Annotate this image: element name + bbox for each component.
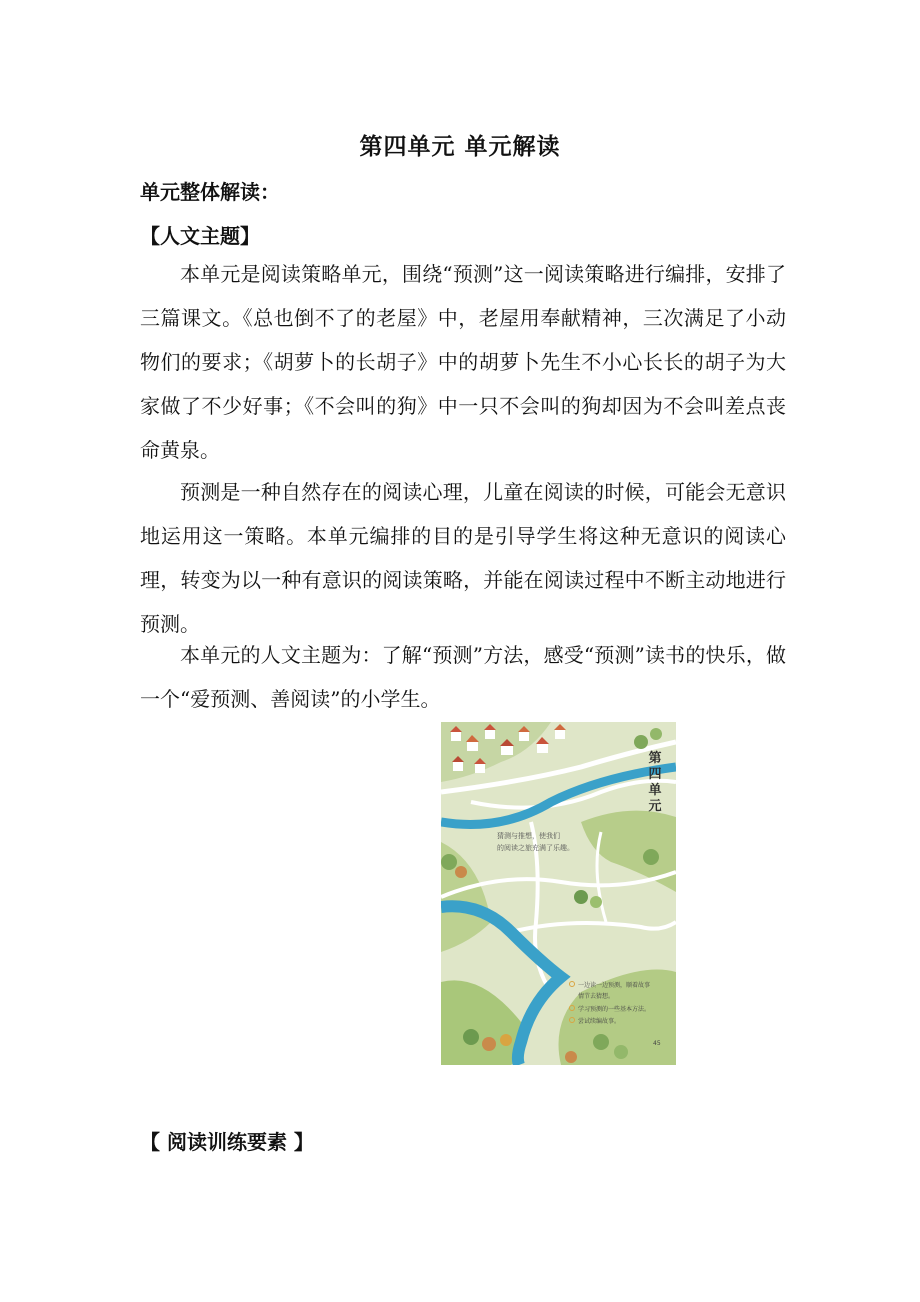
tree — [574, 890, 588, 904]
house — [519, 732, 529, 741]
unit-label-char: 元 — [648, 799, 662, 814]
tree — [565, 1051, 577, 1063]
tree — [634, 735, 648, 749]
house — [485, 730, 495, 739]
house — [475, 764, 485, 773]
unit-label-char: 单 — [648, 783, 662, 798]
paragraph-theme: 本单元的人文主题为：了解“预测”方法，感受“预测”读书的快乐，做一个“爱预测、善阅读”的小学生。 — [140, 643, 786, 711]
house — [451, 732, 461, 741]
tree — [455, 866, 467, 878]
page-number: 45 — [653, 1040, 661, 1047]
unit-cover-illustration — [441, 722, 676, 1065]
unit-goal: 情节去猜想。 — [578, 993, 615, 1000]
tree — [614, 1045, 628, 1059]
paragraph-prediction: 预测是一种自然存在的阅读心理，儿童在阅读的时候，可能会无意识地运用这一策略。本单元编排的目的是引导学生将这种无意识的阅读心理，转变为以一种有意识的阅读策略，并能在阅读过程中不断主动地进行预测。 — [140, 480, 786, 636]
tree — [441, 854, 457, 870]
tree — [500, 1034, 512, 1046]
house — [453, 762, 463, 771]
house — [501, 746, 513, 755]
unit-goal: 学习预测的一些基本方法。 — [578, 1006, 651, 1013]
house — [467, 742, 478, 751]
tree — [593, 1034, 609, 1050]
overview-heading: 单元整体解读： — [140, 180, 280, 204]
reading-training-heading: 【 阅读训练要素 】 — [140, 1130, 314, 1154]
unit-label-char: 第 — [648, 751, 662, 766]
page-title: 第四单元 单元解读 — [359, 134, 561, 160]
unit-quote: 的阅读之旅充满了乐趣。 — [497, 844, 574, 852]
paragraph-intro: 本单元是阅读策略单元，围绕“预测”这一阅读策略进行编排，安排了三篇课文。《总也倒不了的老屋》中，老屋用奉献精神，三次满足了小动物们的要求；《胡萝卜的长胡子》中的胡萝卜先生不小心长长的胡子为大家做了不少好事；《不会叫的狗》中一只不会叫的狗却因为不会叫差点丧命黄泉。 — [140, 262, 786, 462]
humanistic-theme-heading: 【人文主题】 — [140, 224, 260, 248]
house — [555, 730, 565, 739]
tree — [463, 1029, 479, 1045]
tree — [590, 896, 602, 908]
tree — [482, 1037, 496, 1051]
unit-goal: 一边读一边预测，顺着故事 — [578, 982, 651, 989]
unit-quote: 猜测与推想，使我们 — [497, 832, 560, 840]
unit-label-char: 四 — [648, 767, 662, 782]
unit-goal: 尝试续编故事。 — [578, 1018, 621, 1025]
house — [537, 744, 548, 753]
tree — [643, 849, 659, 865]
tree — [650, 728, 662, 740]
